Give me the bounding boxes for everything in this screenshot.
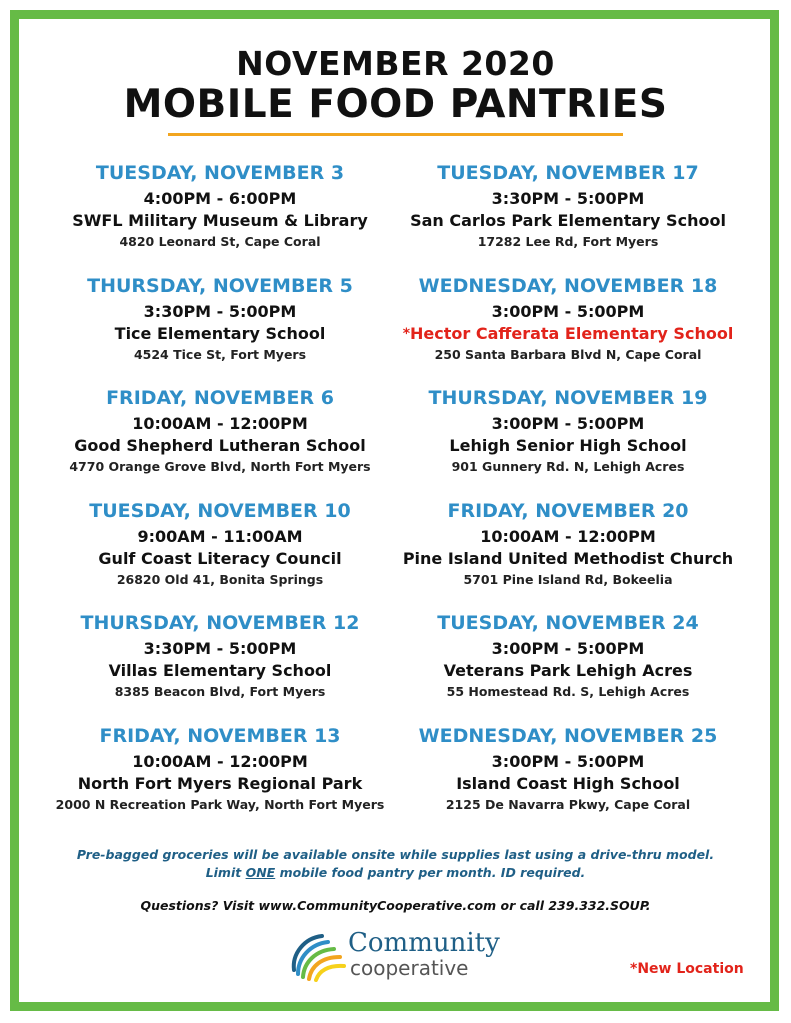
event-time: 10:00AM - 12:00PM (132, 414, 308, 433)
event-time: 4:00PM - 6:00PM (143, 189, 297, 208)
event-day: THURSDAY, NOVEMBER 12 (80, 612, 360, 634)
event-nov-6 (30, 385, 410, 498)
event-time: 3:30PM - 5:00PM (143, 639, 297, 658)
note-line-2-pre: Limit (205, 865, 246, 880)
event-venue-text: Hector Cafferata Elementary School (410, 323, 734, 343)
event-nov-5 (30, 273, 410, 386)
event-time: 9:00AM - 11:00AM (137, 526, 303, 546)
event-time: 10:00AM - 12:00PM (132, 751, 308, 771)
event-venue: Good Shepherd Lutheran School (74, 436, 366, 455)
event-day: TUESDAY, NOVEMBER 3 (95, 162, 345, 184)
event-venue: North Fort Myers Regional Park (77, 773, 363, 793)
event-time: 3:00PM - 5:00PM (491, 301, 645, 321)
event-venue: Island Coast High School (456, 773, 680, 793)
event-time: 3:00PM - 5:00PM (491, 751, 645, 771)
note-line-1: Pre-bagged groceries will be available onsite while supplies last using a drive-thru model. (76, 847, 715, 862)
event-day: THURSDAY, NOVEMBER 5 (87, 274, 353, 297)
event-nov-12 (30, 610, 410, 723)
event-day: FRIDAY, NOVEMBER 6 (106, 387, 334, 409)
event-address: 4524 Tice St, Fort Myers (133, 346, 307, 362)
event-nov-10 (30, 498, 410, 611)
left-column (30, 160, 410, 835)
event-day: THURSDAY, NOVEMBER 19 (428, 387, 708, 409)
event-day: TUESDAY, NOVEMBER 10 (89, 499, 351, 522)
event-day: WEDNESDAY, NOVEMBER 18 (418, 274, 718, 297)
event-nov-13 (30, 723, 410, 836)
title-month: NOVEMBER 2020 (236, 44, 555, 83)
event-address: 901 Gunnery Rd. N, Lehigh Acres (451, 459, 685, 474)
note-line-2-underlined: ONE (245, 865, 276, 880)
community-cooperative-logo (286, 926, 506, 982)
event-nov-20 (378, 498, 758, 611)
event-time: 10:00AM - 12:00PM (480, 526, 656, 546)
logo-word-cooperative: cooperative (350, 956, 469, 980)
event-address: 2125 De Navarra Pkwy, Cape Coral (445, 796, 691, 812)
event-day: FRIDAY, NOVEMBER 13 (99, 724, 341, 747)
note-line-2-post: mobile food pantry per month. ID required. (275, 865, 586, 880)
event-day: WEDNESDAY, NOVEMBER 25 (418, 724, 718, 747)
event-venue: Gulf Coast Literacy Council (98, 548, 342, 568)
event-time: 3:00PM - 5:00PM (491, 639, 645, 658)
event-nov-19 (378, 385, 758, 498)
event-nov-18 (378, 273, 758, 386)
new-location-asterisk: * (402, 325, 411, 342)
event-nov-17 (378, 160, 758, 273)
event-address: 55 Homestead Rd. S, Lehigh Acres (446, 684, 690, 699)
event-nov-24 (378, 610, 758, 723)
event-day: TUESDAY, NOVEMBER 24 (437, 612, 699, 634)
event-nov-3 (30, 160, 410, 273)
event-time: 3:30PM - 5:00PM (143, 301, 297, 321)
event-venue-new-location (378, 323, 758, 345)
event-nov-25 (378, 723, 758, 836)
questions-line: Questions? Visit www.CommunityCooperative.com or call 239.332.SOUP. (140, 898, 651, 913)
event-address: 250 Santa Barbara Blvd N, Cape Coral (434, 346, 702, 362)
event-venue: Villas Elementary School (108, 661, 332, 680)
event-address: 5701 Pine Island Rd, Bokeelia (463, 571, 673, 587)
event-address: 26820 Old 41, Bonita Springs (116, 571, 324, 587)
title-main: MOBILE FOOD PANTRIES (123, 82, 668, 127)
event-address: 2000 N Recreation Park Way, North Fort Myers (55, 796, 385, 812)
title-rule (168, 133, 623, 136)
right-column (378, 160, 758, 835)
event-day: FRIDAY, NOVEMBER 20 (447, 499, 689, 522)
event-address: 17282 Lee Rd, Fort Myers (477, 234, 659, 249)
event-address: 8385 Beacon Blvd, Fort Myers (114, 684, 326, 699)
event-venue: Tice Elementary School (114, 323, 326, 343)
event-venue: San Carlos Park Elementary School (410, 211, 726, 230)
note-line-2 (0, 864, 791, 882)
event-time: 3:00PM - 5:00PM (491, 414, 645, 433)
event-day: TUESDAY, NOVEMBER 17 (437, 162, 699, 184)
swirl-logo-icon (286, 926, 348, 982)
event-venue: Pine Island United Methodist Church (402, 548, 734, 568)
logo-word-community: Community (348, 928, 500, 958)
event-venue: SWFL Military Museum & Library (72, 211, 368, 230)
event-address: 4770 Orange Grove Blvd, North Fort Myers (69, 459, 371, 474)
event-venue: Veterans Park Lehigh Acres (443, 661, 693, 680)
new-location-legend: *New Location (630, 961, 744, 977)
event-venue: Lehigh Senior High School (449, 436, 687, 455)
event-address: 4820 Leonard St, Cape Coral (119, 234, 321, 249)
event-time: 3:30PM - 5:00PM (491, 189, 645, 208)
